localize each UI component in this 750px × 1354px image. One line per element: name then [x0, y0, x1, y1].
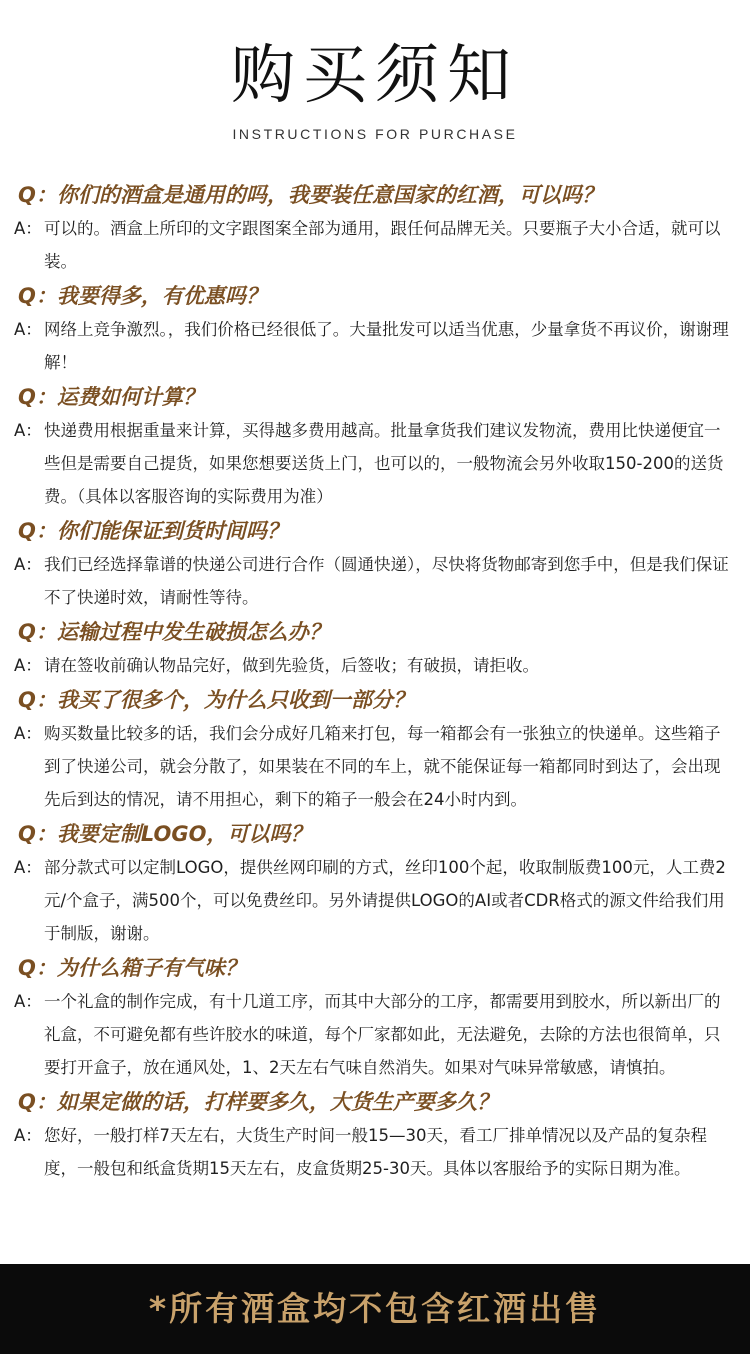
faq-answer: [0, 985, 750, 1084]
faq-question: Q：运费如何计算？: [18, 385, 204, 409]
answer-text: 我们已经选择靠谱的快递公司进行合作（圆通快递），尽快将货物邮寄到您手中，但是我们保证不了快递时效，请耐性等待。: [44, 555, 729, 607]
answer-text: 购买数量比较多的话，我们会分成好几箱来打包，每一箱都会有一张独立的快递单。这些箱子到了快递公司，就会分散了，如果装在不同的车上，就不能保证每一箱都同时到达了，会出现先后到达的情况，请不用担心，剩下的箱子一般会在24小时内到。: [44, 724, 721, 809]
faq-question: Q：我要得多，有优惠吗？: [18, 284, 267, 308]
faq-item: [0, 683, 750, 816]
answer-text: 快递费用根据重量来计算，买得越多费用越高。批量拿货我们建议发物流，费用比快递便宜一些但是需要自己提货，如果您想要送货上门，也可以的，一般物流会另外收取150-200的送货费。（具体以客服咨询的实际费用为准）: [44, 421, 724, 506]
answer-prefix: A：: [14, 724, 42, 743]
faq-item: [0, 615, 750, 682]
faq-item: [0, 951, 750, 1084]
answer-text: 部分款式可以定制LOGO，提供丝网印刷的方式，丝印100个起，收取制版费100元，人工费2元/个盒子，满500个，可以免费丝印。另外请提供LOGO的AI或者CDR格式的源文件给我们用于制版，谢谢。: [44, 858, 726, 943]
header: [0, 0, 750, 170]
faq-item: [0, 514, 750, 614]
answer-prefix: A：: [14, 858, 42, 877]
answer-prefix: A：: [14, 1126, 42, 1145]
answer-text: 您好，一般打样7天左右，大货生产时间一般15—30天，看工厂排单情况以及产品的复杂程度，一般包和纸盒货期15天左右，皮盒货期25-30天。具体以客服给予的实际日期为准。: [44, 1126, 707, 1178]
faq-answer: [0, 212, 750, 278]
answer-text: 请在签收前确认物品完好，做到先验货，后签收；有破损，请拒收。: [44, 656, 539, 675]
answer-prefix: A：: [14, 320, 42, 339]
faq-answer: [0, 548, 750, 614]
footer-banner: [0, 1264, 750, 1354]
answer-prefix: A：: [14, 992, 42, 1011]
faq-item: [0, 817, 750, 950]
answer-prefix: A：: [14, 219, 42, 238]
answer-text: 网络上竞争激烈。，我们价格已经很低了。大量批发可以适当优惠，少量拿货不再议价，谢谢理解！: [44, 320, 729, 372]
answer-text: 一个礼盒的制作完成，有十几道工序，而其中大部分的工序，都需要用到胶水，所以新出厂的礼盒，不可避免都有些许胶水的味道，每个厂家都如此，无法避免，去除的方法也很简单，只要打开盒子，放在通风处，1、2天左右气味自然消失。如果对气味异常敏感，请慎拍。: [44, 992, 721, 1077]
faq-item: [0, 1085, 750, 1185]
faq-question: Q：你们的酒盒是通用的吗，我要装任意国家的红酒，可以吗？: [18, 183, 603, 207]
faq-answer: [0, 851, 750, 950]
faq-answer: [0, 313, 750, 379]
faq-answer: [0, 649, 750, 682]
faq-answer: [0, 414, 750, 513]
faq-question: Q：我要定制LOGO，可以吗？: [18, 822, 312, 846]
answer-prefix: A：: [14, 656, 42, 675]
faq-question: Q：如果定做的话，打样要多久，大货生产要多久？: [18, 1090, 498, 1114]
answer-prefix: A：: [14, 555, 42, 574]
faq-item: [0, 178, 750, 278]
faq-item: [0, 279, 750, 379]
faq-answer: [0, 1119, 750, 1185]
faq-question: Q：为什么箱子有气味？: [18, 956, 246, 980]
faq-question: Q：我买了很多个，为什么只收到一部分？: [18, 688, 414, 712]
page-subtitle: INSTRUCTIONS FOR PURCHASE: [232, 126, 518, 142]
answer-text: 可以的。酒盒上所印的文字跟图案全部为通用，跟任何品牌无关。只要瓶子大小合适，就可以装。: [44, 219, 721, 271]
faq-question: Q：你们能保证到货时间吗？: [18, 519, 288, 543]
faq-answer: [0, 717, 750, 816]
faq-item: [0, 380, 750, 513]
page-title: 购买须知: [231, 39, 519, 113]
answer-prefix: A：: [14, 421, 42, 440]
faq-question: Q：运输过程中发生破损怎么办？: [18, 620, 330, 644]
footer-notice: *所有酒盒均不包含红酒出售: [148, 1289, 602, 1328]
faq-list: [0, 178, 750, 1186]
